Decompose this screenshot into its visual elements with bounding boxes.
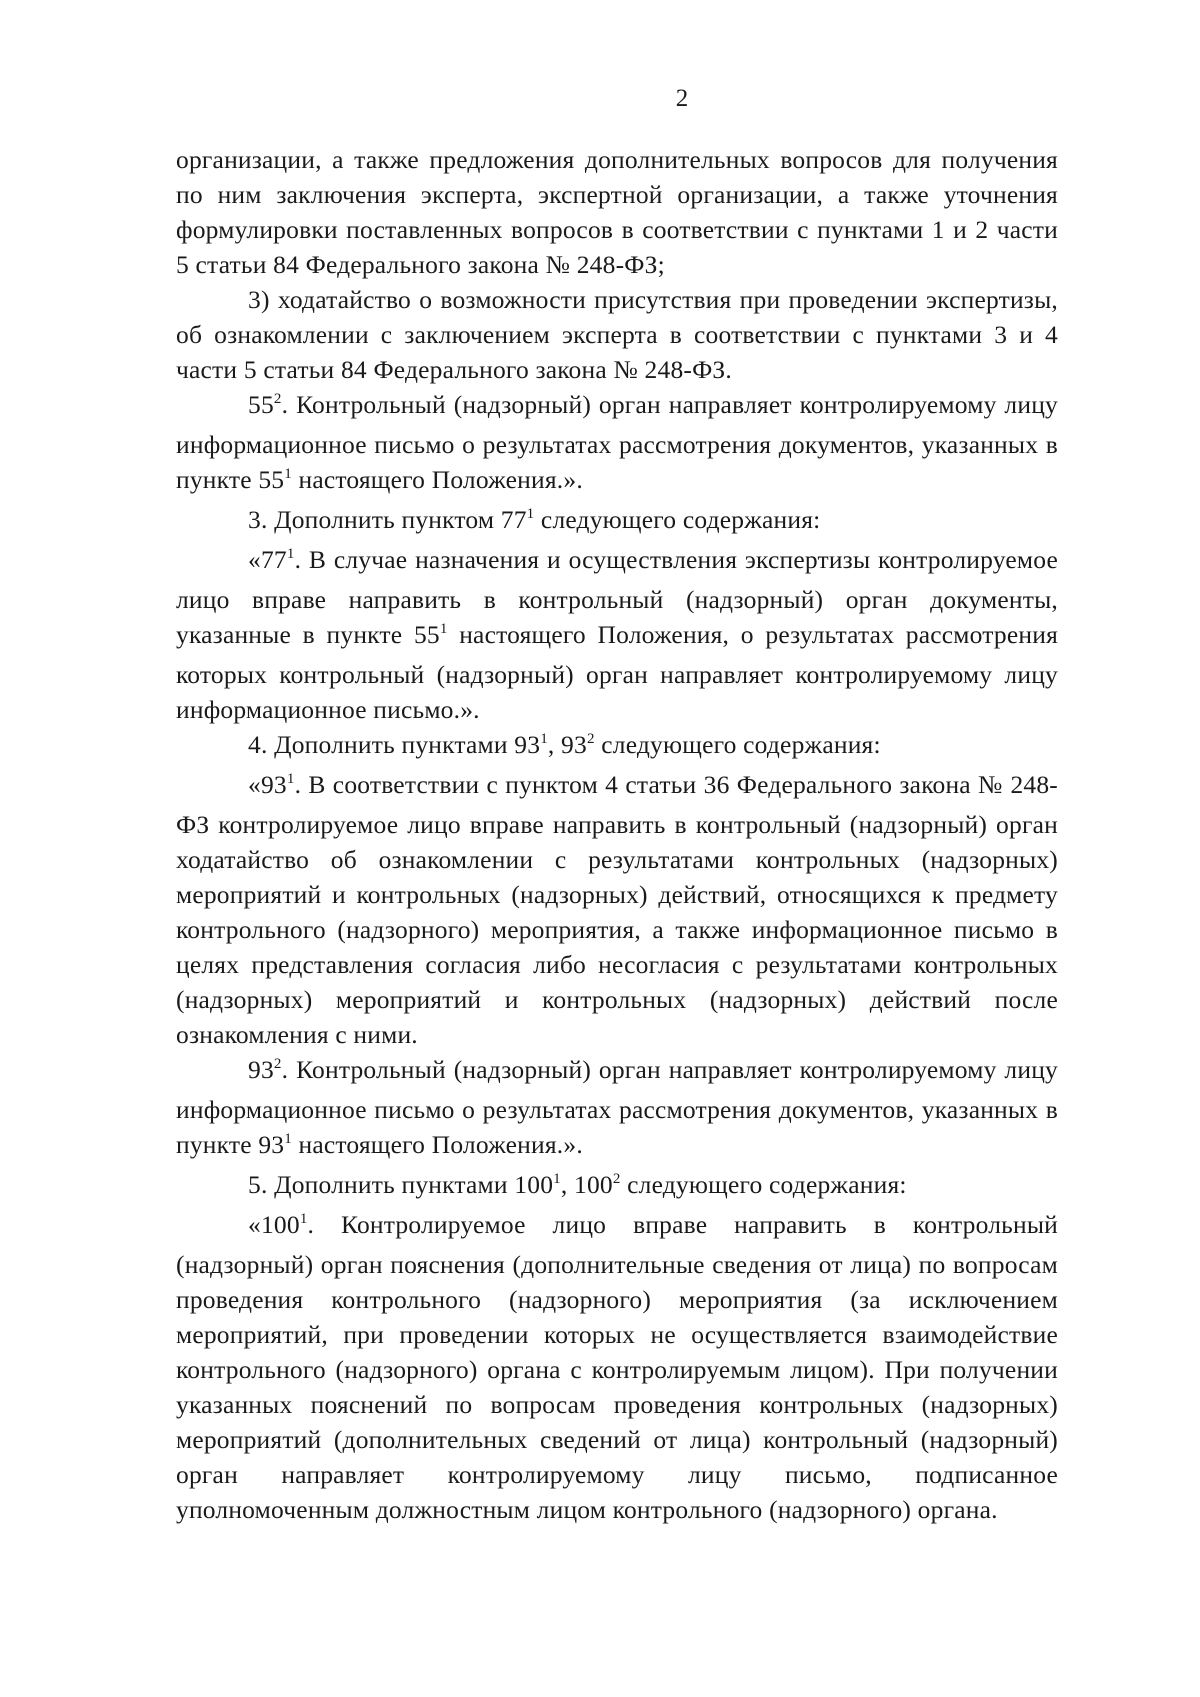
paragraph-text: . Контрольный (надзорный) орган направляет контролируемому лицу информационное письмо о результатах рассмотрения документов, указанных в пункте 93 (176, 1055, 1058, 1159)
superscript: 2 (273, 391, 282, 407)
paragraph (176, 142, 1058, 282)
paragraph-text: «100 (248, 1210, 300, 1239)
superscript: 2 (273, 1056, 282, 1072)
paragraph-text: следующего содержания: (534, 505, 821, 534)
superscript: 1 (284, 466, 292, 482)
paragraph-text: . Контролируемое лицо вправе направить в контрольный (надзорный) орган пояснения (дополнительные сведения от лица) по вопросам проведения контрольного (надзорного) мероприятия (за исключением мероприятий, при проведении которых не осуществляется взаимодействие контрольного (надзорного) органа с контролируемым лицом). При получении указанных пояснений по вопросам проведения контрольных (надзорных) мероприятий (дополнительных сведений от лица) контрольный (надзорный) орган направляет контролируемому лицу письмо, подписанное уполномоченным должностным лицом контрольного (надзорного) органа. (176, 1210, 1058, 1524)
paragraph-text: организации, а также предложения дополнительных вопросов для получения по ним заключения эксперта, экспертной организации, а также уточнения формулировки поставленных вопросов в соответствии с пунктами 1 и 2 части 5 статьи 84 Федерального закона № 248-ФЗ; (176, 145, 1058, 279)
paragraph (176, 1207, 1058, 1527)
paragraph-text: . В случае назначения и осуществления экспертизы контролируемое лицо вправе направить в контрольный (надзорный) орган документы, указанные в пункте 55 (176, 545, 1058, 649)
superscript: 1 (553, 1171, 561, 1187)
superscript: 1 (284, 1131, 292, 1147)
paragraph-text: настоящего Положения, о результатах рассмотрения которых контрольный (надзорный) орган направляет контролируемому лицу информационное письмо.». (176, 620, 1058, 724)
paragraph (176, 387, 1058, 502)
paragraph-text: 5. Дополнить пунктами 100 (248, 1170, 554, 1199)
paragraph-text: «77 (248, 545, 287, 574)
superscript: 1 (286, 546, 295, 562)
superscript: 2 (586, 731, 595, 747)
paragraph (176, 282, 1058, 387)
paragraph (176, 502, 1058, 542)
paragraph (176, 767, 1058, 1052)
paragraph (176, 1167, 1058, 1207)
superscript: 1 (526, 506, 535, 522)
paragraph-text: 55 (248, 390, 274, 419)
paragraph-text: 3) ходатайство о возможности присутствия при проведении экспертизы, об ознакомлении с заключением эксперта в соответствии с пунктами 3 и 4 части 5 статьи 84 Федерального закона № 248-ФЗ. (176, 285, 1058, 384)
paragraph (176, 727, 1058, 767)
superscript: 1 (540, 731, 548, 747)
paragraph-text: «93 (248, 770, 287, 799)
paragraph-text: , 100 (560, 1170, 613, 1199)
paragraph (176, 542, 1058, 727)
paragraph-text: 4. Дополнить пунктами 93 (248, 730, 541, 759)
superscript: 1 (299, 1211, 308, 1227)
paragraph-text: 3. Дополнить пунктом 77 (248, 505, 527, 534)
document-body (176, 142, 1058, 1527)
superscript: 1 (286, 771, 295, 787)
superscript: 2 (612, 1171, 621, 1187)
paragraph-text: 93 (248, 1055, 274, 1084)
paragraph-text: следующего содержания: (594, 730, 881, 759)
paragraph-text: следующего содержания: (620, 1170, 907, 1199)
paragraph-text: . В соответствии с пунктом 4 статьи 36 Федерального закона № 248-ФЗ контролируемое лицо вправе направить в контрольный (надзорный) орган ходатайство об ознакомлении с результатами контрольных (надзорных) мероприятий и контрольных (надзорных) действий, относящихся к предмету контрольного (надзорного) мероприятия, а также информационное письмо в целях представления согласия либо несогласия с результатами контрольных (надзорных) мероприятий и контрольных (надзорных) действий после ознакомления с ними. (176, 770, 1058, 1049)
paragraph-text: , 93 (547, 730, 587, 759)
page-number: 2 (675, 85, 689, 112)
paragraph (176, 1052, 1058, 1167)
paragraph-text: . Контрольный (надзорный) орган направляет контролируемому лицу информационное письмо о результатах рассмотрения документов, указанных в пункте 55 (176, 390, 1058, 494)
paragraph-text: настоящего Положения.». (291, 1130, 583, 1159)
paragraph-text: настоящего Положения.». (291, 465, 583, 494)
superscript: 1 (439, 621, 448, 637)
